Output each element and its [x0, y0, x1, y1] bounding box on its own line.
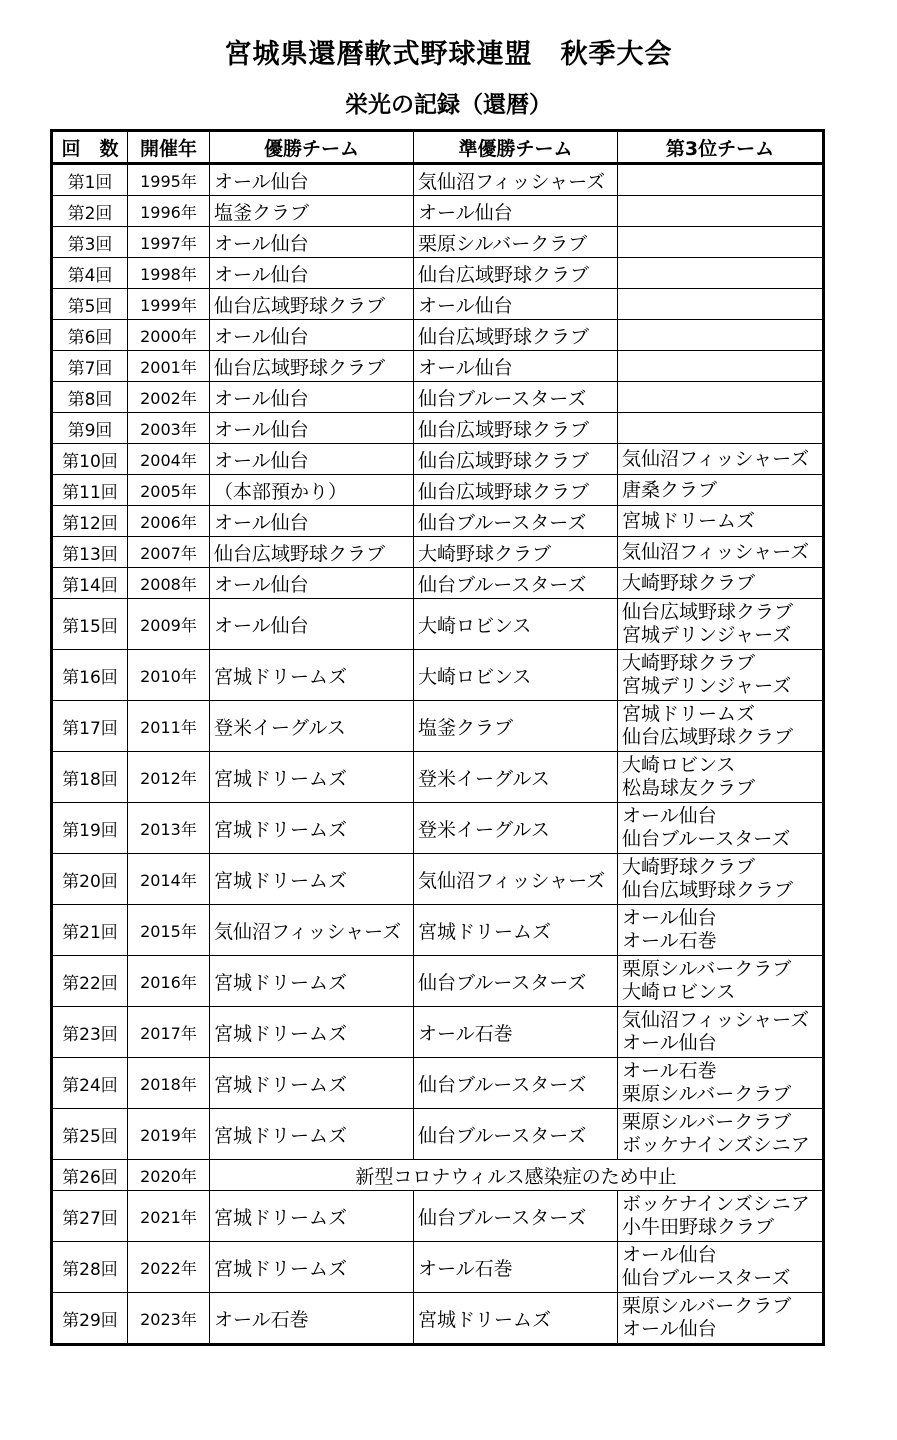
- records-table: [50, 129, 825, 1346]
- table-row: [52, 1191, 824, 1242]
- header-third-place: 第3位チーム: [618, 131, 824, 164]
- cell-winner: オール仙台: [210, 568, 414, 599]
- cell-runner-up: 仙台広域野球クラブ: [414, 320, 618, 351]
- cell-round: 第24回: [52, 1058, 128, 1109]
- cell-third-place: [618, 1058, 824, 1109]
- third-place-team: オール仙台: [622, 1318, 717, 1340]
- table-row: [52, 164, 824, 196]
- cell-round: 第18回: [52, 752, 128, 803]
- table-row: [52, 650, 824, 701]
- cell-runner-up: 宮城ドリームズ: [414, 905, 618, 956]
- cell-third-place: [618, 854, 824, 905]
- third-place-team: 仙台広域野球クラブ: [622, 601, 794, 623]
- header-year: 開催年: [128, 131, 210, 164]
- cell-year: 2000年: [128, 320, 210, 351]
- cell-round: 第10回: [52, 444, 128, 475]
- table-row: [52, 1293, 824, 1345]
- table-row: [52, 475, 824, 506]
- table-row: [52, 956, 824, 1007]
- cell-runner-up: 気仙沼フィッシャーズ: [414, 164, 618, 196]
- cell-third-place: [618, 1293, 824, 1345]
- cell-round: 第13回: [52, 537, 128, 568]
- table-row: [52, 752, 824, 803]
- third-place-team: ボッケナインズシニア: [622, 1134, 810, 1156]
- header-round: 回 数: [52, 131, 128, 164]
- table-row: [52, 444, 824, 475]
- page-subtitle: 栄光の記録（還暦）: [345, 92, 552, 118]
- cell-year: 2012年: [128, 752, 210, 803]
- cell-round: 第26回: [52, 1160, 128, 1191]
- cell-winner: オール仙台: [210, 599, 414, 650]
- cell-round: 第16回: [52, 650, 128, 701]
- table-row: [52, 854, 824, 905]
- cell-year: 2011年: [128, 701, 210, 752]
- table-row: [52, 568, 824, 599]
- third-place-team: 大崎ロビンス: [622, 981, 736, 1003]
- cell-year: 2010年: [128, 650, 210, 701]
- cell-round: 第8回: [52, 382, 128, 413]
- cell-year: 1996年: [128, 196, 210, 227]
- table-row: [52, 196, 824, 227]
- cell-winner: 気仙沼フィッシャーズ: [210, 905, 414, 956]
- cell-third-place: [618, 1191, 824, 1242]
- cell-winner: 宮城ドリームズ: [210, 956, 414, 1007]
- third-place-team: 松島球友クラブ: [622, 777, 756, 799]
- cell-year: 1995年: [128, 164, 210, 196]
- cell-winner: 宮城ドリームズ: [210, 803, 414, 854]
- cell-runner-up: 仙台ブルースターズ: [414, 1109, 618, 1160]
- cell-year: 1997年: [128, 227, 210, 258]
- cell-third-place: [618, 289, 824, 320]
- cell-runner-up: オール石巻: [414, 1242, 618, 1293]
- cell-winner: オール仙台: [210, 382, 414, 413]
- cell-runner-up: 登米イーグルス: [414, 752, 618, 803]
- third-place-team: 気仙沼フィッシャーズ: [622, 1009, 810, 1031]
- third-place-team: 宮城ドリームズ: [622, 509, 756, 532]
- cell-third-place: [618, 1242, 824, 1293]
- cell-round: 第14回: [52, 568, 128, 599]
- cell-runner-up: 仙台ブルースターズ: [414, 506, 618, 537]
- cell-third-place: [618, 320, 824, 351]
- cell-round: 第25回: [52, 1109, 128, 1160]
- third-place-team: 栗原シルバークラブ: [622, 958, 792, 980]
- third-place-team: オール仙台: [622, 805, 717, 827]
- table-row: [52, 289, 824, 320]
- cell-third-place: [618, 258, 824, 289]
- cell-runner-up: 仙台広域野球クラブ: [414, 475, 618, 506]
- cell-third-place: [618, 164, 824, 196]
- cell-third-place: [618, 351, 824, 382]
- cell-winner: オール仙台: [210, 258, 414, 289]
- cell-runner-up: オール仙台: [414, 196, 618, 227]
- cell-third-place: [618, 701, 824, 752]
- cell-year: 1998年: [128, 258, 210, 289]
- cell-year: 2007年: [128, 537, 210, 568]
- cell-runner-up: 登米イーグルス: [414, 803, 618, 854]
- cell-runner-up: オール石巻: [414, 1007, 618, 1058]
- cell-year: 2009年: [128, 599, 210, 650]
- cell-third-place: [618, 905, 824, 956]
- cell-year: 2004年: [128, 444, 210, 475]
- table-row: [52, 537, 824, 568]
- cell-third-place: [618, 956, 824, 1007]
- third-place-team: 宮城デリンジャーズ: [622, 675, 792, 697]
- third-place-team: 小牛田野球クラブ: [622, 1216, 775, 1238]
- cell-year: 2001年: [128, 351, 210, 382]
- cell-round: 第22回: [52, 956, 128, 1007]
- third-place-team: 栗原シルバークラブ: [622, 1111, 792, 1133]
- records-table-body: [52, 164, 824, 1345]
- cell-round: 第12回: [52, 506, 128, 537]
- cell-round: 第20回: [52, 854, 128, 905]
- cell-runner-up: 大崎ロビンス: [414, 650, 618, 701]
- cell-third-place: [618, 599, 824, 650]
- page-title: 宮城県還暦軟式野球連盟 秋季大会: [224, 39, 673, 70]
- cell-round: 第15回: [52, 599, 128, 650]
- cell-cancellation-note: 新型コロナウィルス感染症のため中止: [210, 1160, 824, 1191]
- cell-runner-up: 仙台ブルースターズ: [414, 382, 618, 413]
- records-table-header: [52, 131, 824, 164]
- table-row: [52, 382, 824, 413]
- table-row: [52, 1160, 824, 1191]
- cell-third-place: [618, 752, 824, 803]
- table-row: [52, 506, 824, 537]
- third-place-team: ボッケナインズシニア: [622, 1193, 810, 1215]
- third-place-team: オール仙台: [622, 1244, 717, 1266]
- cell-third-place: [618, 1007, 824, 1058]
- cell-winner: 塩釜クラブ: [210, 196, 414, 227]
- third-place-team: 栗原シルバークラブ: [622, 1295, 792, 1317]
- cell-winner: 宮城ドリームズ: [210, 1242, 414, 1293]
- third-place-team: 大崎野球クラブ: [622, 571, 756, 594]
- cell-winner: オール仙台: [210, 506, 414, 537]
- cell-third-place: [618, 444, 824, 475]
- cell-year: 2003年: [128, 413, 210, 444]
- cell-winner: オール仙台: [210, 164, 414, 196]
- table-row: [52, 701, 824, 752]
- cell-third-place: [618, 1109, 824, 1160]
- cell-winner: 宮城ドリームズ: [210, 1007, 414, 1058]
- cell-round: 第23回: [52, 1007, 128, 1058]
- table-row: [52, 227, 824, 258]
- cell-runner-up: 栗原シルバークラブ: [414, 227, 618, 258]
- cell-year: 2023年: [128, 1293, 210, 1345]
- cell-winner: オール仙台: [210, 320, 414, 351]
- third-place-team: オール仙台: [622, 907, 717, 929]
- cell-runner-up: 大崎ロビンス: [414, 599, 618, 650]
- cell-winner: オール仙台: [210, 227, 414, 258]
- third-place-team: 気仙沼フィッシャーズ: [622, 447, 810, 470]
- third-place-team: オール石巻: [622, 1060, 717, 1082]
- cell-runner-up: 仙台ブルースターズ: [414, 1058, 618, 1109]
- cell-year: 2002年: [128, 382, 210, 413]
- third-place-team: 栗原シルバークラブ: [622, 1083, 792, 1105]
- table-row: [52, 905, 824, 956]
- cell-round: 第17回: [52, 701, 128, 752]
- cell-runner-up: 仙台広域野球クラブ: [414, 258, 618, 289]
- table-row: [52, 1242, 824, 1293]
- table-row: [52, 599, 824, 650]
- cell-round: 第2回: [52, 196, 128, 227]
- cell-year: 2005年: [128, 475, 210, 506]
- cell-winner: （本部預かり）: [210, 475, 414, 506]
- third-place-team: オール石巻: [622, 930, 717, 952]
- cell-winner: 宮城ドリームズ: [210, 854, 414, 905]
- header-runner-up: 準優勝チーム: [414, 131, 618, 164]
- cell-year: 2022年: [128, 1242, 210, 1293]
- header-winner: 優勝チーム: [210, 131, 414, 164]
- table-row: [52, 1007, 824, 1058]
- cell-winner: 仙台広域野球クラブ: [210, 351, 414, 382]
- cell-runner-up: 仙台広域野球クラブ: [414, 444, 618, 475]
- cell-runner-up: 仙台ブルースターズ: [414, 568, 618, 599]
- cell-third-place: [618, 227, 824, 258]
- cell-round: 第9回: [52, 413, 128, 444]
- cell-winner: 宮城ドリームズ: [210, 752, 414, 803]
- third-place-team: 仙台広域野球クラブ: [622, 726, 794, 748]
- cell-round: 第11回: [52, 475, 128, 506]
- cell-winner: 宮城ドリームズ: [210, 1109, 414, 1160]
- cell-runner-up: オール仙台: [414, 351, 618, 382]
- cell-winner: 宮城ドリームズ: [210, 650, 414, 701]
- table-row: [52, 258, 824, 289]
- cell-winner: 宮城ドリームズ: [210, 1191, 414, 1242]
- third-place-team: オール仙台: [622, 1032, 717, 1054]
- cell-third-place: [618, 506, 824, 537]
- cell-round: 第27回: [52, 1191, 128, 1242]
- cell-year: 2021年: [128, 1191, 210, 1242]
- cell-year: 2017年: [128, 1007, 210, 1058]
- cell-winner: オール仙台: [210, 413, 414, 444]
- cell-round: 第5回: [52, 289, 128, 320]
- cell-round: 第6回: [52, 320, 128, 351]
- cell-round: 第4回: [52, 258, 128, 289]
- cell-third-place: [618, 537, 824, 568]
- cell-year: 2015年: [128, 905, 210, 956]
- cell-round: 第21回: [52, 905, 128, 956]
- cell-year: 2014年: [128, 854, 210, 905]
- third-place-team: 唐桑クラブ: [622, 478, 718, 501]
- third-place-team: 仙台ブルースターズ: [622, 1267, 791, 1289]
- cell-runner-up: 仙台ブルースターズ: [414, 956, 618, 1007]
- cell-runner-up: 仙台広域野球クラブ: [414, 413, 618, 444]
- cell-year: 2016年: [128, 956, 210, 1007]
- table-row: [52, 803, 824, 854]
- table-row: [52, 1058, 824, 1109]
- cell-runner-up: オール仙台: [414, 289, 618, 320]
- cell-runner-up: 気仙沼フィッシャーズ: [414, 854, 618, 905]
- cell-third-place: [618, 803, 824, 854]
- cell-year: 2008年: [128, 568, 210, 599]
- table-row: [52, 351, 824, 382]
- cell-year: 2020年: [128, 1160, 210, 1191]
- cell-year: 2013年: [128, 803, 210, 854]
- cell-year: 1999年: [128, 289, 210, 320]
- cell-runner-up: 塩釜クラブ: [414, 701, 618, 752]
- cell-third-place: [618, 413, 824, 444]
- third-place-team: 大崎野球クラブ: [622, 856, 756, 878]
- cell-runner-up: 宮城ドリームズ: [414, 1293, 618, 1345]
- cell-third-place: [618, 196, 824, 227]
- third-place-team: 気仙沼フィッシャーズ: [622, 540, 810, 563]
- cell-third-place: [618, 650, 824, 701]
- cell-third-place: [618, 475, 824, 506]
- cell-winner: 宮城ドリームズ: [210, 1058, 414, 1109]
- third-place-team: 宮城デリンジャーズ: [622, 624, 792, 646]
- cell-runner-up: 大崎野球クラブ: [414, 537, 618, 568]
- cell-winner: オール石巻: [210, 1293, 414, 1345]
- cell-round: 第1回: [52, 164, 128, 196]
- table-row: [52, 1109, 824, 1160]
- third-place-team: 大崎野球クラブ: [622, 652, 756, 674]
- cell-runner-up: 仙台ブルースターズ: [414, 1191, 618, 1242]
- cell-third-place: [618, 382, 824, 413]
- cell-round: 第29回: [52, 1293, 128, 1345]
- third-place-team: 仙台広域野球クラブ: [622, 879, 794, 901]
- cell-winner: 仙台広域野球クラブ: [210, 537, 414, 568]
- cell-winner: オール仙台: [210, 444, 414, 475]
- table-row: [52, 413, 824, 444]
- cell-winner: 登米イーグルス: [210, 701, 414, 752]
- cell-round: 第3回: [52, 227, 128, 258]
- table-row: [52, 320, 824, 351]
- cell-year: 2019年: [128, 1109, 210, 1160]
- cell-round: 第7回: [52, 351, 128, 382]
- cell-year: 2018年: [128, 1058, 210, 1109]
- third-place-team: 大崎ロビンス: [622, 754, 736, 776]
- cell-round: 第28回: [52, 1242, 128, 1293]
- cell-winner: 仙台広域野球クラブ: [210, 289, 414, 320]
- third-place-team: 仙台ブルースターズ: [622, 828, 791, 850]
- cell-round: 第19回: [52, 803, 128, 854]
- third-place-team: 宮城ドリームズ: [622, 703, 756, 725]
- cell-third-place: [618, 568, 824, 599]
- cell-year: 2006年: [128, 506, 210, 537]
